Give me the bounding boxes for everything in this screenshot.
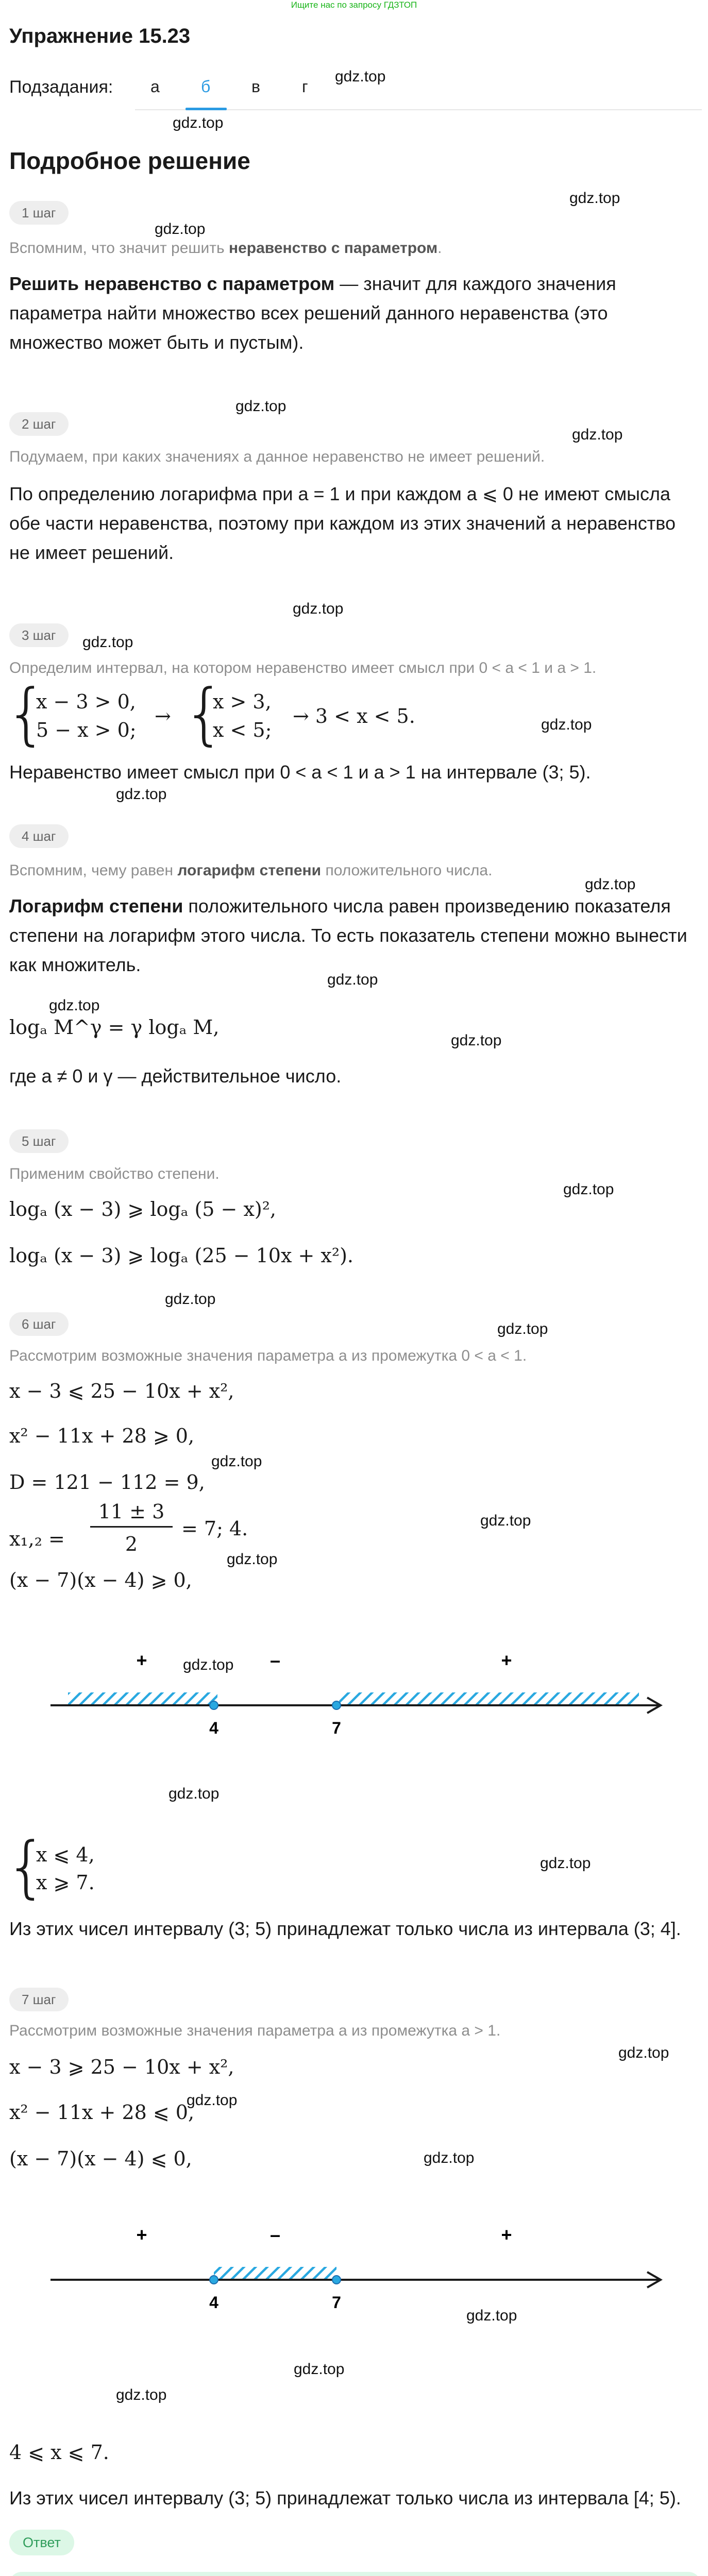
step2-text: По определению логарифма при a = 1 и при каждом a ⩽ 0 не имеют смысла обе части неравенства, поэтому при каждом из этих значений a неравенство не имеет решений.: [9, 483, 676, 563]
watermark: gdz.top: [49, 997, 100, 1014]
step7-line2: x² − 11x + 28 ⩽ 0,: [9, 2101, 195, 2124]
step-badge-7: 7 шаг: [9, 1988, 69, 2011]
system-brace: {: [5, 674, 48, 753]
system-brace: {: [183, 674, 226, 753]
sign-right: +: [501, 2224, 512, 2245]
system2-line2: x < 5;: [213, 719, 272, 741]
number-line-step7: [31, 2210, 670, 2344]
step6-line2: x² − 11x + 28 ⩾ 0,: [9, 1425, 195, 1447]
tab-v[interactable]: в: [251, 77, 260, 96]
solution-heading: Подробное решение: [9, 147, 250, 174]
step6-factored: (x − 7)(x − 4) ⩾ 0,: [9, 1569, 192, 1591]
log-power-note: где a ≠ 0 и γ — действительное число.: [9, 1065, 342, 1087]
system-brace: {: [5, 1827, 48, 1906]
watermark: gdz.top: [155, 221, 206, 238]
step7-line3: (x − 7)(x − 4) ⩽ 0,: [9, 2147, 192, 2170]
sign-middle: –: [269, 2224, 281, 2245]
watermark: gdz.top: [116, 2386, 167, 2403]
step-hint-3: Определим интервал, на котором неравенство имеет смысл при 0 < a < 1 и a > 1.: [9, 659, 597, 676]
step6-system-line1: x ⩽ 4,: [36, 1843, 95, 1866]
watermark: gdz.top: [327, 971, 378, 988]
watermark: gdz.top: [168, 1785, 220, 1802]
step-badge-1: 1 шаг: [9, 201, 69, 225]
watermark: gdz.top: [618, 2044, 669, 2061]
watermark: gdz.top: [293, 600, 344, 617]
point-7: [332, 2276, 341, 2284]
watermark: gdz.top: [294, 2361, 345, 2378]
step3-conclusion: Неравенство имеет смысл при 0 < a < 1 и a > 1 на интервале (3; 5).: [9, 761, 591, 783]
step7-line1: x − 3 ⩾ 25 − 10x + x²,: [9, 2056, 234, 2078]
step-badge-6: 6 шаг: [9, 1312, 69, 1336]
step5-line1: logₐ (x − 3) ⩾ logₐ (5 − x)²,: [9, 1198, 277, 1221]
answer-badge: Ответ: [9, 2530, 74, 2555]
watermark: gdz.top: [173, 114, 224, 131]
tab-g[interactable]: г: [302, 77, 308, 96]
watermark: gdz.top: [424, 2149, 475, 2166]
step1-text: Решить неравенство с параметром — значит для каждого значения параметра найти множество всех решений данного неравенства (это множество может быть и пустым).: [9, 273, 616, 353]
shaded-region-left: [68, 1692, 217, 1705]
watermark: gdz.top: [211, 1453, 262, 1470]
implies-arrow: →: [155, 705, 171, 727]
number-line-step6: [31, 1636, 670, 1770]
watermark: gdz.top: [585, 876, 636, 893]
step-badge-4: 4 шаг: [9, 824, 69, 848]
step7-result: 4 ⩽ x ⩽ 7.: [9, 2441, 109, 2464]
step-badge-3: 3 шаг: [9, 623, 69, 647]
sign-left: +: [136, 1650, 147, 1671]
watermark: gdz.top: [569, 190, 620, 207]
watermark: gdz.top: [335, 68, 386, 85]
active-tab-indicator: [186, 108, 227, 110]
watermark: gdz.top: [540, 1855, 591, 1872]
tab-b[interactable]: б: [201, 77, 211, 96]
log-power-formula: logₐ M^γ = γ logₐ M,: [9, 1016, 220, 1039]
step-hint-4: Вспомним, чему равен логарифм степени положительного числа.: [9, 862, 493, 879]
step6-line3: D = 121 − 112 = 9,: [9, 1471, 205, 1494]
answer-box: [9, 2572, 701, 2576]
watermark: gdz.top: [572, 426, 623, 443]
watermark: gdz.top: [227, 1551, 278, 1568]
shaded-region-right: [339, 1692, 639, 1705]
step5-line2: logₐ (x − 3) ⩾ logₐ (25 − 10x + x²).: [9, 1244, 353, 1267]
step7-conclusion: Из этих чисел интервалу (3; 5) принадлежат только числа из интервала [4; 5).: [9, 2487, 681, 2509]
watermark: gdz.top: [480, 1512, 531, 1529]
page-title: Упражнение 15.23: [9, 25, 191, 47]
watermark: gdz.top: [466, 2307, 517, 2324]
sign-middle: –: [269, 1650, 281, 1671]
step-hint-7: Рассмотрим возможные значения параметра a из промежутка a > 1.: [9, 2022, 501, 2039]
top-banner[interactable]: Ищите нас по запросу ГДЗТОП: [291, 0, 417, 10]
watermark: gdz.top: [451, 1032, 502, 1049]
step-hint-5: Применим свойство степени.: [9, 1165, 220, 1182]
roots-numerator: 11 ± 3: [98, 1500, 165, 1523]
roots-rhs: = 7; 4.: [181, 1517, 248, 1540]
step6-system-line2: x ⩾ 7.: [36, 1871, 95, 1894]
system1-line2: 5 − x > 0;: [36, 719, 137, 741]
fraction-bar: [90, 1526, 173, 1528]
point-4: [210, 2276, 218, 2284]
sign-left: +: [136, 2224, 147, 2245]
point-4: [210, 1701, 218, 1709]
step-hint-1: Вспомним, что значит решить неравенство с параметром.: [9, 240, 442, 257]
subtasks-label: Подзадания:: [9, 77, 113, 97]
sign-right: +: [501, 1650, 512, 1671]
tab-a[interactable]: а: [150, 77, 160, 96]
watermark: gdz.top: [183, 1656, 234, 1673]
watermark: gdz.top: [165, 1291, 216, 1308]
label-4: 4: [209, 1719, 218, 1737]
system2-line1: x > 3,: [213, 690, 272, 713]
shaded-region-middle: [214, 2267, 336, 2279]
system1-line1: x − 3 > 0,: [36, 690, 136, 713]
step-badge-5: 5 шаг: [9, 1129, 69, 1153]
watermark: gdz.top: [187, 2092, 238, 2109]
label-7: 7: [332, 1719, 341, 1737]
point-7: [332, 1701, 341, 1709]
roots-lhs: x₁,₂ =: [9, 1528, 65, 1550]
step-hint-6: Рассмотрим возможные значения параметра a из промежутка 0 < a < 1.: [9, 1347, 527, 1364]
watermark: gdz.top: [497, 1320, 548, 1337]
watermark: gdz.top: [116, 786, 167, 803]
label-7: 7: [332, 2293, 341, 2312]
watermark: gdz.top: [541, 716, 592, 733]
step-hint-2: Подумаем, при каких значениях a данное неравенство не имеет решений.: [9, 448, 545, 465]
step-badge-2: 2 шаг: [9, 412, 69, 436]
watermark: gdz.top: [235, 398, 286, 415]
domain-result: → 3 < x < 5.: [293, 705, 415, 727]
watermark: gdz.top: [82, 634, 133, 651]
roots-denominator: 2: [125, 1533, 138, 1555]
step6-line1: x − 3 ⩽ 25 − 10x + x²,: [9, 1380, 234, 1402]
watermark: gdz.top: [563, 1181, 614, 1198]
step4-text: Логарифм степени положительного числа равен произведению показателя степени на логарифм этого числа. То есть показатель степени можно вынести как множитель.: [9, 895, 687, 975]
label-4: 4: [209, 2293, 218, 2312]
step6-conclusion: Из этих чисел интервалу (3; 5) принадлежат только числа из интервала (3; 4].: [9, 1918, 681, 1939]
